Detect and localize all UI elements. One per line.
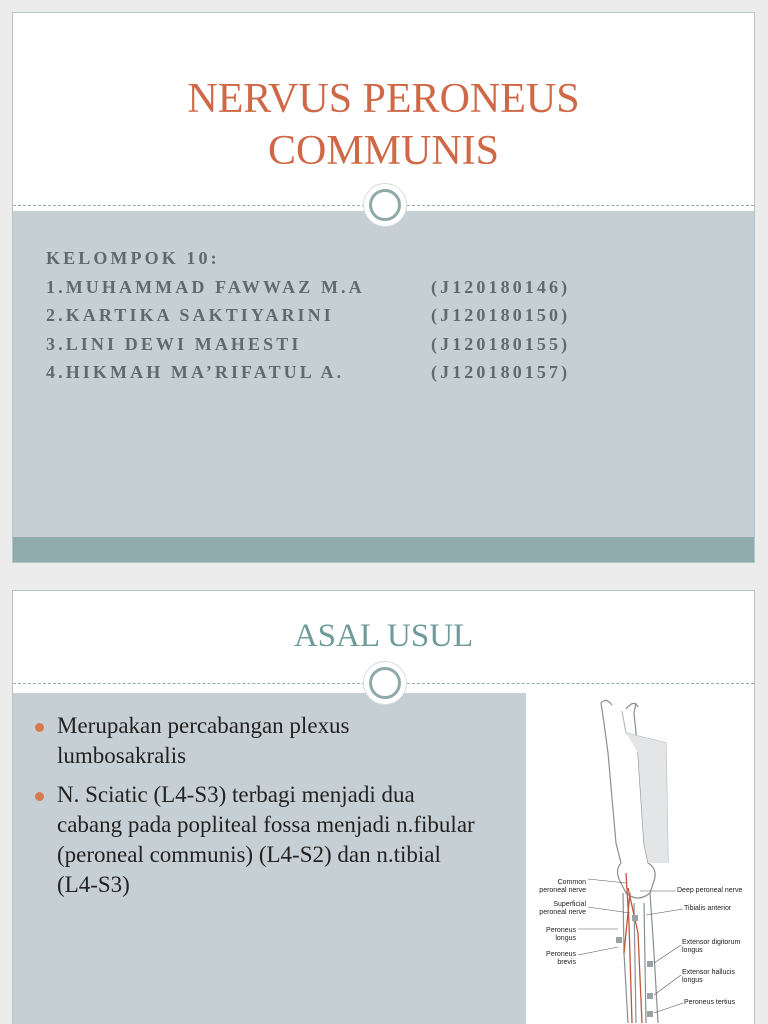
bullet-item: Merupakan percabangan plexus lumbosakralis — [35, 711, 475, 771]
member-id: (J120180150) — [431, 305, 571, 325]
label-tibialis-anterior: Tibialis anterior — [684, 905, 732, 912]
member-row — [46, 330, 570, 359]
content-slide — [12, 590, 755, 1024]
label-deep-peroneal: Deep peroneal nerve — [677, 887, 743, 894]
label-peroneus-longus: Peroneus longus — [546, 927, 576, 942]
member-name: 1.MUHAMMAD FAWWAZ M.A — [46, 276, 365, 297]
anatomy-figure — [526, 693, 754, 1024]
member-row — [46, 301, 570, 330]
title-slide — [12, 12, 755, 563]
label-superficial-peroneal: Superficial peroneal nerve — [539, 901, 586, 916]
footer-bar — [13, 537, 754, 563]
member-id: (J120180155) — [431, 333, 571, 354]
label-common-peroneal: Common peroneal nerve — [539, 879, 586, 894]
member-id: (J120180157) — [431, 362, 571, 382]
circle-ornament-icon — [363, 183, 407, 227]
slide-title: ASAL USUL — [293, 618, 474, 654]
group-label: KELOMPOK 10: — [46, 248, 220, 268]
member-row — [46, 358, 570, 387]
label-peroneus-tertius: Peroneus tertius — [684, 999, 735, 1006]
bullet-item: N. Sciatic (L4-S3) terbagi menjadi dua cabang pada popliteal fossa menjadi n.fibular (peroneal communis) (L4-S2) dan n.tibial (L4-S3) — [35, 780, 475, 900]
slide-title — [13, 73, 754, 177]
bullet-list — [35, 711, 475, 909]
member-row — [46, 273, 570, 302]
member-name: 2.KARTIKA SAKTIYARINI — [46, 305, 334, 325]
member-list — [46, 244, 570, 387]
label-extensor-hallucis: Extensor hallucis longus — [682, 969, 735, 984]
title-line-2: COMMUNIS — [267, 128, 500, 174]
member-name: 4.HIKMAH MA’RIFATUL A. — [46, 362, 345, 382]
label-extensor-digitorum: Extensor digitorum longus — [682, 939, 741, 954]
label-peroneus-brevis: Peroneus brevis — [546, 951, 576, 966]
member-name: 3.LINI DEWI MAHESTI — [46, 333, 302, 354]
member-id: (J120180146) — [431, 276, 571, 297]
circle-ornament-icon — [363, 661, 407, 705]
title-line-1: NERVUS PERONEUS — [187, 76, 580, 122]
